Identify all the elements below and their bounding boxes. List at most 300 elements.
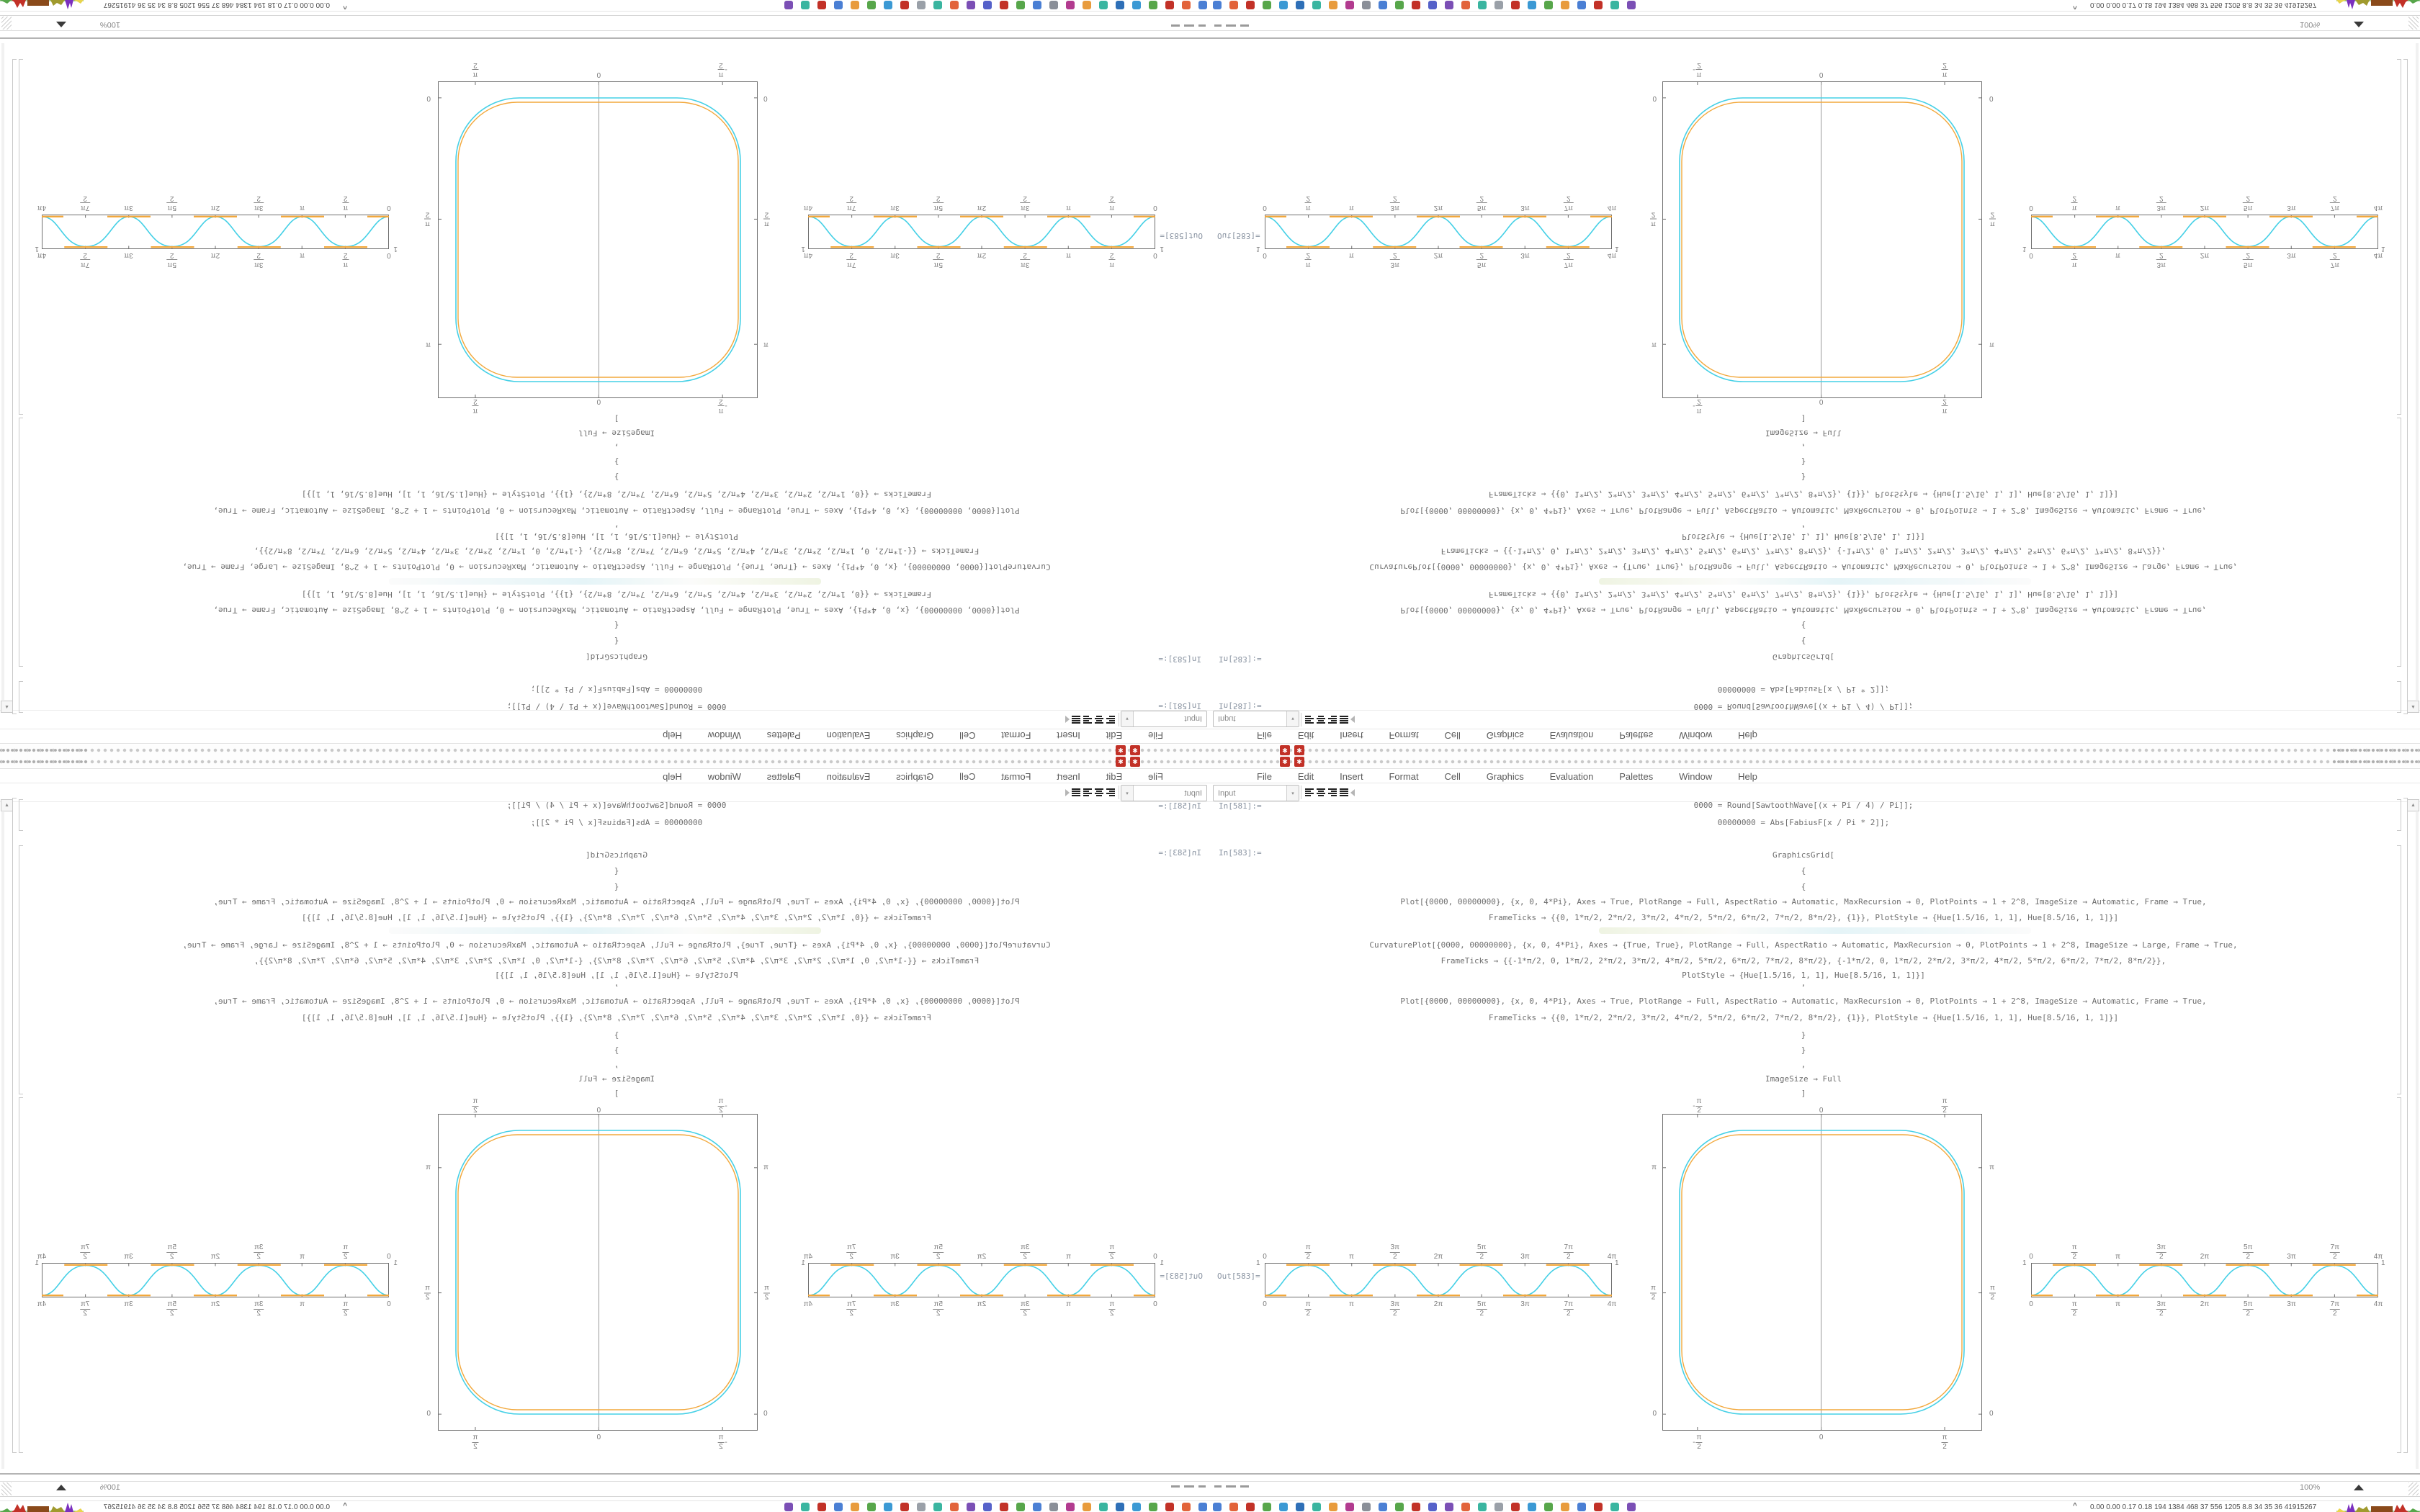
align-left-button[interactable] (1106, 786, 1116, 799)
taskbar-app-icon[interactable] (1165, 1, 1174, 9)
gear-icon[interactable]: ✱ (1130, 757, 1140, 767)
tick-label: - π 2 (718, 61, 727, 78)
taskbar-app-icon[interactable] (983, 1503, 992, 1511)
tick-label: 3π (124, 251, 133, 259)
menu-item-insert[interactable]: Insert (1340, 771, 1363, 782)
menu-item-help[interactable]: Help (1738, 730, 1757, 741)
taskbar-app-icon[interactable] (1561, 1503, 1569, 1511)
status-left-marks (1240, 24, 1249, 27)
taskbar-app-icon[interactable] (1345, 1503, 1354, 1511)
menu-item-file[interactable]: File (1148, 771, 1163, 782)
cell-bracket[interactable] (19, 1097, 23, 1453)
align-center-button[interactable] (1315, 713, 1326, 726)
code-line: PlotStyle → {Hue[1.5/16, 1, 1], Hue[8.5/16, 1, 1]}] (495, 532, 738, 541)
taskbar-app-icon[interactable] (1362, 1503, 1371, 1511)
tick-label: $\frac{\pi}{2}$ (343, 1300, 349, 1318)
curvature-left-ticks (761, 1114, 782, 1431)
taskbar-chevron[interactable]: ^ (343, 2, 347, 10)
code-line: { (614, 636, 619, 646)
taskbar-app-icon[interactable] (1312, 1503, 1321, 1511)
menu-item-window[interactable]: Window (707, 730, 741, 741)
align-left-button[interactable] (1106, 713, 1116, 726)
taskbar-app-icon[interactable] (834, 1503, 843, 1511)
tick-label: π (1349, 1253, 1354, 1261)
curvature-top-ticks (438, 397, 758, 419)
wave-plot-canvas (808, 215, 1155, 249)
tick-label: π (763, 341, 768, 349)
magnification-control[interactable]: 100% (99, 20, 120, 29)
taskbar-app-icon[interactable] (1083, 1, 1091, 9)
taskbar-app-icon[interactable] (1213, 1, 1222, 9)
menu-item-cell[interactable]: Cell (959, 730, 976, 741)
menu-item-format[interactable]: Format (1001, 730, 1031, 741)
tick-label: π 2 (1942, 397, 1948, 415)
taskbar-app-icon[interactable] (801, 1503, 810, 1511)
tick-label: π (763, 1163, 768, 1171)
wave-y-label: 1 (1256, 245, 1260, 253)
align-right-button[interactable] (1083, 786, 1093, 799)
tick-label: 0 (1263, 1300, 1267, 1308)
taskbar-app-icon[interactable] (1149, 1503, 1157, 1511)
taskbar-chevron[interactable]: ^ (2073, 2, 2077, 10)
taskbar-app-icon[interactable] (1627, 1, 1636, 9)
cell-bracket[interactable] (2397, 799, 2401, 831)
taskbar-app-icon[interactable] (867, 1503, 876, 1511)
taskbar-app-icon[interactable] (867, 1, 876, 9)
cell-group-bracket[interactable] (12, 59, 17, 714)
menu-item-window[interactable]: Window (707, 771, 741, 782)
chevron-down-icon[interactable]: ▾ (1121, 786, 1134, 801)
taskbar-app-icon[interactable] (917, 1503, 926, 1511)
taskbar-app-icon[interactable] (1016, 1, 1025, 9)
tray-dense-cluster (0, 744, 88, 756)
align-right-icon (1328, 716, 1337, 724)
taskbar-app-icon[interactable] (1577, 1, 1586, 9)
taskbar-app-icon[interactable] (884, 1, 892, 9)
taskbar-app-icon[interactable] (1049, 1, 1058, 9)
taskbar-app-icon[interactable] (1116, 1, 1124, 9)
taskbar-app-icon[interactable] (1099, 1503, 1108, 1511)
menu-item-evaluation[interactable]: Evaluation (826, 730, 871, 741)
code-line: CurvaturePlot[{0000, 00000000}, {x, 0, 4*Pi}, Axes → {True, True}, PlotRange → Full, AspectRatio → Automatic, MaxRecursion → 0, PlotPoints → 1 + 2^8, ImageSize → Large, Frame → True, (182, 562, 1051, 572)
menu-item-help[interactable]: Help (1738, 771, 1757, 782)
gear-icon[interactable]: ✱ (1294, 757, 1304, 767)
taskbar-app-icon[interactable] (1379, 1, 1387, 9)
taskbar-app-icon[interactable] (1229, 1503, 1238, 1511)
taskbar-app-icon[interactable] (1229, 1, 1238, 9)
code-line: { (1801, 621, 1806, 630)
menu-item-edit[interactable]: Edit (1297, 730, 1314, 741)
toolbar-overflow-arrow-icon[interactable] (1065, 716, 1070, 723)
taskbar-app-icon[interactable] (900, 1503, 909, 1511)
resize-grip[interactable] (2408, 1482, 2419, 1495)
tick-label: π 2 (764, 210, 769, 228)
gear-icon[interactable]: ✱ (1116, 757, 1126, 767)
taskbar-app-icon[interactable] (1182, 1, 1191, 9)
taskbar-app-icon[interactable] (1246, 1, 1255, 9)
taskbar-app-icon[interactable] (1033, 1, 1041, 9)
taskbar-app-icon[interactable] (1412, 1503, 1420, 1511)
taskbar-app-icon[interactable] (851, 1, 859, 9)
menu-item-evaluation[interactable]: Evaluation (826, 771, 871, 782)
menu-item-edit[interactable]: Edit (1106, 771, 1123, 782)
taskbar-app-icon[interactable] (1000, 1, 1008, 9)
code-line: 0000 = Round[SawtoothWave[(x + Pi / 4) / Pi]]; (506, 801, 727, 810)
taskbar-app-icon[interactable] (1132, 1, 1141, 9)
scrollbar[interactable] (1, 43, 4, 700)
taskbar-app-icon[interactable] (917, 1, 926, 9)
notebook-screen-quadrant (1210, 0, 2420, 756)
align-right-button[interactable] (1083, 713, 1093, 726)
tick-label: 2π (1433, 204, 1443, 212)
tick-label: 7π 2 (2330, 194, 2339, 212)
tick-label: $\frac{7\pi}{2}$ (2330, 1300, 2339, 1318)
menu-item-palettes[interactable]: Palettes (766, 771, 801, 782)
taskbar-app-icon[interactable] (1577, 1503, 1586, 1511)
scroll-up-button[interactable]: ▲ (1, 799, 13, 811)
code-line: Plot[{0000, 00000000}, {x, 0, 4*Pi}, Axes → True, PlotRange → Full, AspectRatio → Automatic, MaxRecursion → 0, PlotPoints → 1 + 2^8, ImageSize → Automatic, Frame → True, (213, 506, 1020, 516)
taskbar-app-icon[interactable] (1182, 1503, 1191, 1511)
taskbar-app-icons (784, 1, 1207, 9)
tick-label: $\frac{\pi}{2}$ (1109, 1243, 1115, 1261)
wave-plot-canvas (1265, 1263, 1612, 1297)
menu-item-evaluation[interactable]: Evaluation (1549, 730, 1594, 741)
tray-glyph-strip (0, 756, 1210, 768)
menu-item-evaluation[interactable]: Evaluation (1549, 771, 1594, 782)
taskbar-app-icon[interactable] (1362, 1, 1371, 9)
taskbar-app-icon[interactable] (950, 1, 959, 9)
menu-item-file[interactable]: File (1148, 730, 1163, 741)
align-center-button[interactable] (1094, 786, 1105, 799)
align-right-button[interactable] (1327, 786, 1337, 799)
tick-label: 3π (1520, 204, 1530, 212)
justify-button[interactable] (1071, 713, 1082, 726)
menu-item-help[interactable]: Help (663, 730, 682, 741)
system-monitor-graph (2336, 0, 2420, 11)
tick-label: $\frac{7\pi}{2}$ (2330, 1243, 2339, 1261)
taskbar-app-icon[interactable] (1428, 1, 1437, 9)
taskbar-app-icon[interactable] (1263, 1, 1271, 9)
menu-item-graphics[interactable]: Graphics (1486, 730, 1524, 741)
menu-item-graphics[interactable]: Graphics (896, 730, 934, 741)
tick-label: 3π (890, 1300, 900, 1308)
tick-label: $\frac{5\pi}{2}$ (1477, 1243, 1487, 1261)
menu-item-format[interactable]: Format (1001, 771, 1031, 782)
tick-label: 5π 2 (167, 251, 176, 269)
menu-item-format[interactable]: Format (1389, 730, 1419, 741)
tick-label: π (300, 204, 305, 212)
status-strip-border (1210, 1481, 2420, 1482)
taskbar-app-icon[interactable] (784, 1, 793, 9)
taskbar-app-icon[interactable] (1494, 1, 1503, 9)
cell-bracket[interactable] (2397, 681, 2401, 713)
cell-style-dropdown[interactable] (1213, 711, 1299, 727)
code-line: , (1801, 524, 1806, 534)
taskbar-app-icon[interactable] (1016, 1503, 1025, 1511)
menu-item-insert[interactable]: Insert (1057, 771, 1080, 782)
menu-item-insert[interactable]: Insert (1057, 730, 1080, 741)
tick-label: 3π (890, 1253, 900, 1261)
taskbar-app-icon[interactable] (1066, 1503, 1075, 1511)
taskbar-app-icon[interactable] (933, 1503, 942, 1511)
tick-label: 5π 2 (1477, 194, 1487, 212)
tick-label: 0 (1819, 1434, 1824, 1441)
magnification-arrow-icon[interactable] (56, 1485, 66, 1490)
taskbar-app-icon[interactable] (1099, 1, 1108, 9)
taskbar-app-icon[interactable] (1116, 1503, 1124, 1511)
status-left-marks (1198, 1485, 1206, 1488)
taskbar-app-icon[interactable] (817, 1, 826, 9)
magnification-arrow-icon[interactable] (56, 22, 66, 27)
gear-icon[interactable]: ✱ (1280, 757, 1290, 767)
scrollbar[interactable] (1, 812, 4, 1469)
taskbar-app-icon[interactable] (1445, 1503, 1453, 1511)
cell-group-bracket[interactable] (2403, 798, 2408, 1453)
taskbar-app-icon[interactable] (801, 1, 810, 9)
taskbar-app-icon[interactable] (1610, 1, 1619, 9)
cell-bracket[interactable] (2397, 59, 2401, 415)
taskbar-app-icon[interactable] (1379, 1503, 1387, 1511)
menu-item-graphics[interactable]: Graphics (1486, 771, 1524, 782)
taskbar-app-icon[interactable] (1528, 1, 1536, 9)
taskbar-app-icon[interactable] (1478, 1, 1487, 9)
tick-label: π (1652, 341, 1657, 349)
taskbar-app-icon[interactable] (1198, 1, 1207, 9)
toolbar-overflow-arrow-icon[interactable] (1350, 716, 1355, 723)
menu-item-insert[interactable]: Insert (1340, 730, 1363, 741)
cell-group-bracket[interactable] (12, 798, 17, 1453)
taskbar-app-icon[interactable] (1478, 1503, 1487, 1511)
gear-icon[interactable]: ✱ (1116, 745, 1126, 755)
taskbar-app-icon[interactable] (834, 1, 843, 9)
in-label: In[581]:= (1158, 701, 1201, 711)
wave-y-label: 1 (801, 1259, 805, 1267)
curvature-left-ticks (1638, 81, 1659, 398)
taskbar-chevron[interactable]: ^ (343, 1502, 347, 1510)
taskbar-app-icon[interactable] (1395, 1503, 1404, 1511)
code-line: ImageSize → Full (578, 1074, 655, 1084)
window-bottom-border (1210, 37, 2420, 39)
taskbar-app-icon[interactable] (817, 1503, 826, 1511)
taskbar-app-icon[interactable] (1345, 1, 1354, 9)
scroll-up-button[interactable]: ▲ (2407, 701, 2419, 713)
menu-item-help[interactable]: Help (663, 771, 682, 782)
taskbar-app-icon[interactable] (1395, 1, 1404, 9)
taskbar-app-icon[interactable] (1494, 1503, 1503, 1511)
taskbar-app-icon[interactable] (950, 1503, 959, 1511)
menu-item-file[interactable]: File (1257, 771, 1272, 782)
menu-item-palettes[interactable]: Palettes (1619, 771, 1654, 782)
justify-button[interactable] (1071, 786, 1082, 799)
resize-grip[interactable] (2408, 17, 2419, 30)
tick-label: 3π (124, 1300, 133, 1308)
menu-item-palettes[interactable]: Palettes (766, 730, 801, 741)
taskbar-app-icon[interactable] (900, 1, 909, 9)
chevron-down-icon[interactable]: ▾ (1121, 711, 1134, 726)
taskbar-app-icon[interactable] (1329, 1503, 1337, 1511)
wave-plot-frame (808, 211, 1155, 249)
taskbar-app-icon[interactable] (1198, 1503, 1207, 1511)
taskbar-app-icon[interactable] (1461, 1503, 1470, 1511)
tick-label: 0 (1153, 1300, 1157, 1308)
menu-item-file[interactable]: File (1257, 730, 1272, 741)
taskbar-app-icon[interactable] (851, 1503, 859, 1511)
taskbar-chevron[interactable]: ^ (2073, 1502, 2077, 1510)
taskbar-app-icon[interactable] (1511, 1, 1520, 9)
taskbar-app-icon[interactable] (1412, 1, 1420, 9)
taskbar-app-icon[interactable] (1312, 1, 1321, 9)
cell-style-value: Input (1218, 714, 1236, 724)
taskbar-app-icon[interactable] (1594, 1503, 1603, 1511)
cell-style-dropdown[interactable] (1121, 711, 1207, 727)
align-center-button[interactable] (1315, 786, 1326, 799)
taskbar-app-icon[interactable] (1296, 1, 1304, 9)
resize-grip[interactable] (1, 17, 12, 30)
taskbar-app-icon[interactable] (1511, 1503, 1520, 1511)
gear-icon[interactable]: ✱ (1130, 745, 1140, 755)
cell-style-dropdown[interactable] (1121, 785, 1207, 801)
magnification-control[interactable]: 100% (2300, 20, 2321, 29)
cell-style-dropdown[interactable] (1213, 785, 1299, 801)
in-label: In[583]:= (1219, 848, 1262, 858)
gear-icon[interactable]: ✱ (1294, 745, 1304, 755)
code-line: , (614, 443, 619, 452)
taskbar-app-icon[interactable] (1132, 1503, 1141, 1511)
taskbar-app-icon[interactable] (1544, 1, 1553, 9)
chevron-down-icon[interactable]: ▾ (1286, 786, 1299, 801)
resize-grip[interactable] (1, 1482, 12, 1495)
menu-item-cell[interactable]: Cell (959, 771, 976, 782)
taskbar-app-icon[interactable] (1033, 1503, 1041, 1511)
taskbar-app-icon[interactable] (1213, 1503, 1222, 1511)
code-line: GraphicsGrid[ (585, 652, 648, 662)
taskbar-app-icon[interactable] (1461, 1, 1470, 9)
scroll-up-button[interactable]: ▲ (2407, 799, 2419, 811)
taskbar-app-icon[interactable] (1263, 1503, 1271, 1511)
taskbar-app-icon[interactable] (967, 1503, 975, 1511)
taskbar-app-icon[interactable] (1610, 1503, 1619, 1511)
magnification-control[interactable]: 100% (2300, 1483, 2321, 1492)
taskbar-app-icon[interactable] (1279, 1503, 1288, 1511)
cell-bracket[interactable] (19, 59, 23, 415)
tick-label: π 2 (472, 397, 478, 415)
scrollbar[interactable] (2416, 812, 2419, 1469)
taskbar-app-icon[interactable] (1329, 1, 1337, 9)
code-line: ImageSize → Full (1765, 1074, 1842, 1084)
cell-group-bracket[interactable] (2403, 59, 2408, 714)
toolbar-overflow-arrow-icon[interactable] (1350, 789, 1355, 796)
justify-button[interactable] (1338, 786, 1349, 799)
status-left-marks (1198, 24, 1206, 27)
tick-label: $\frac{\pi}{2}$ (1651, 1284, 1656, 1302)
magnification-control[interactable]: 100% (99, 1483, 120, 1492)
taskbar-app-icon[interactable] (1066, 1, 1075, 9)
tick-label: 4π (37, 1300, 47, 1308)
tick-label: 7π 2 (81, 251, 90, 269)
justify-button[interactable] (1338, 713, 1349, 726)
tick-label: π (2115, 1253, 2120, 1261)
cell-style-value: Input (1184, 788, 1202, 798)
tick-label: 0 (1153, 1253, 1157, 1261)
menu-item-graphics[interactable]: Graphics (896, 771, 934, 782)
menu-item-edit[interactable]: Edit (1106, 730, 1123, 741)
cell-bracket[interactable] (19, 799, 23, 831)
taskbar-app-icon[interactable] (1246, 1503, 1255, 1511)
gear-icon[interactable]: ✱ (1280, 745, 1290, 755)
code-line: FrameTicks → {{0, 1*π/2, 2*π/2, 3*π/2, 4*π/2, 5*π/2, 6*π/2, 7*π/2, 8*π/2}, {1}}, PlotStyle → {Hue[1.5/16, 1, 1], Hue[8.5/16, 1, 1]}] (1488, 1013, 2119, 1022)
tick-label: 3π (2287, 1253, 2296, 1261)
taskbar-app-icon[interactable] (1561, 1, 1569, 9)
cell-bracket[interactable] (19, 681, 23, 713)
taskbar-app-icon[interactable] (983, 1, 992, 9)
align-left-button[interactable] (1304, 786, 1314, 799)
taskbar-app-icon[interactable] (1594, 1, 1603, 9)
taskbar-app-icon[interactable] (1083, 1503, 1091, 1511)
taskbar-app-icon[interactable] (1428, 1503, 1437, 1511)
taskbar-app-icon[interactable] (1296, 1503, 1304, 1511)
menu-item-window[interactable]: Window (1679, 730, 1713, 741)
menu-item-format[interactable]: Format (1389, 771, 1419, 782)
menu-item-window[interactable]: Window (1679, 771, 1713, 782)
chevron-down-icon[interactable]: ▾ (1286, 711, 1299, 726)
tick-label: 3π (1520, 1300, 1530, 1308)
tray-dense-cluster (2332, 756, 2420, 768)
taskbar-app-icon[interactable] (1049, 1503, 1058, 1511)
tick-label: $\frac{\pi}{2}$ (472, 1434, 478, 1451)
wave-plot-top-ticks (37, 251, 391, 273)
menu-item-edit[interactable]: Edit (1297, 771, 1314, 782)
tick-label: - $\frac{\pi}{2}$ (718, 1434, 727, 1451)
align-left-button[interactable] (1304, 713, 1314, 726)
align-center-button[interactable] (1094, 713, 1105, 726)
scroll-up-button[interactable]: ▲ (1, 701, 13, 713)
menu-item-cell[interactable]: Cell (1444, 771, 1461, 782)
taskbar-app-icon[interactable] (1627, 1503, 1636, 1511)
cell-bracket[interactable] (2397, 845, 2401, 1094)
status-strip-border-bottom (0, 15, 1210, 16)
curvature-bottom-ticks (438, 1434, 758, 1456)
taskbar-app-icon[interactable] (884, 1503, 892, 1511)
curvature-bottom-ticks (1662, 56, 1982, 78)
magnification-arrow-icon[interactable] (2354, 22, 2364, 27)
taskbar-app-icon[interactable] (1000, 1503, 1008, 1511)
cell-bracket[interactable] (2397, 1097, 2401, 1453)
taskbar-app-icon[interactable] (1149, 1, 1157, 9)
toolbar-overflow-arrow-icon[interactable] (1065, 789, 1070, 796)
curvature-left-ticks (1638, 1114, 1659, 1431)
taskbar-app-icon[interactable] (784, 1503, 793, 1511)
cell-bracket[interactable] (19, 845, 23, 1094)
taskbar-app-icon[interactable] (1279, 1, 1288, 9)
scrollbar[interactable] (2416, 43, 2419, 700)
taskbar-app-icon[interactable] (1528, 1503, 1536, 1511)
taskbar-app-icon[interactable] (933, 1, 942, 9)
curvature-plot-frame (438, 1114, 758, 1434)
code-line: ] (1801, 1089, 1806, 1098)
magnification-arrow-icon[interactable] (2354, 1485, 2364, 1490)
align-right-button[interactable] (1327, 713, 1337, 726)
taskbar-app-icon[interactable] (1544, 1503, 1553, 1511)
wave-plot-top-ticks (37, 1239, 391, 1261)
taskbar-app-icon[interactable] (1165, 1503, 1174, 1511)
taskbar-app-icon[interactable] (1445, 1, 1453, 9)
tick-label: 4π (2373, 204, 2383, 212)
taskbar-app-icon[interactable] (967, 1, 975, 9)
menu-item-cell[interactable]: Cell (1444, 730, 1461, 741)
cell-bracket[interactable] (2397, 418, 2401, 667)
menu-item-palettes[interactable]: Palettes (1619, 730, 1654, 741)
cell-bracket[interactable] (19, 418, 23, 667)
